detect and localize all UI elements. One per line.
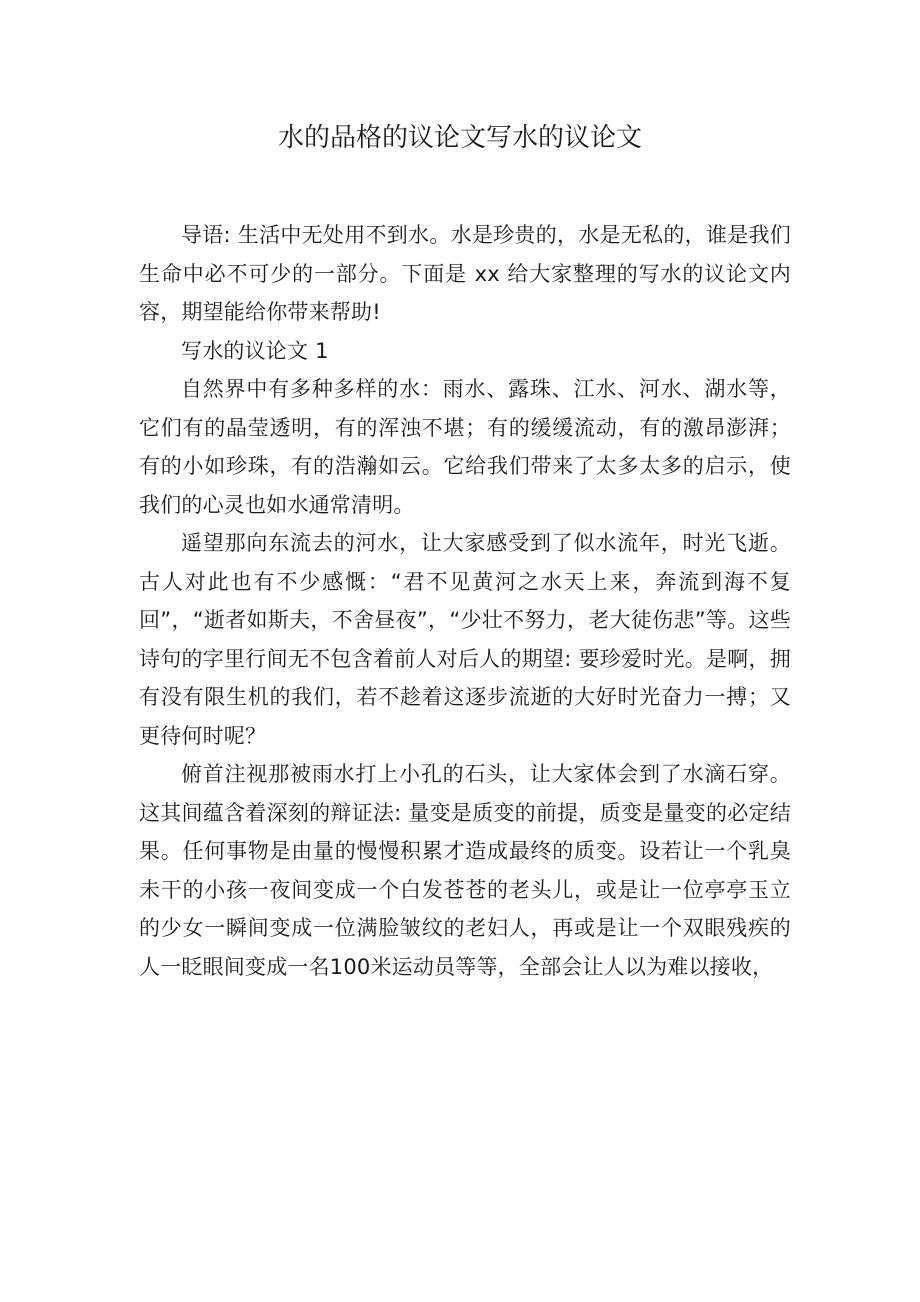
document-body	[139, 216, 791, 986]
document-title: 水的品格的议论文写水的议论文	[277, 123, 642, 153]
body-paragraph: 俯首注视那被雨水打上小孔的石头，让大家体会到了水滴石穿。这其间蕴含着深刻的辩证法: 量变是质变的前提，质变是量变的必定结果。任何事物是由量的慢慢积累才造成最终的质变。设若让一个乳臭未干的小孩一夜间变成一个白发苍苍的老头儿，或是让一位亭亭玉立的少女一瞬间变成一位满脸皱纹的老妇人，再或是让一个双眼残疾的人一眨眼间变成一名100米运动员等等，全部会让人以为难以接收，	[139, 762, 791, 979]
body-paragraph: 自然界中有多种多样的水：雨水、露珠、江水、河水、湖水等，它们有的晶莹透明，有的浑浊不堪；有的缓缓流动，有的激昂澎湃；有的小如珍珠，有的浩瀚如云。它给我们带来了太多太多的启示，使我们的心灵也如水通常清明。	[139, 377, 791, 517]
section-heading: 写水的议论文 1	[181, 338, 329, 363]
body-paragraph: 遥望那向东流去的河水，让大家感受到了似水流年，时光飞逝。古人对此也有不少感慨：“君不见黄河之水天上来，奔流到海不复回”，“逝者如斯夫，不舍昼夜”，“少壮不努力，老大徒伤悲”等。这些诗句的字里行间无不包含着前人对后人的期望: 要珍爱时光。是啊，拥有没有限生机的我们，若不趁着这逐步流逝的大好时光奋力一搏；又更待何时呢？	[139, 531, 791, 748]
intro-paragraph: 导语: 生活中无处用不到水。水是珍贵的，水是无私的，谁是我们生命中必不可少的一部分。下面是 xx 给大家整理的写水的议论文内容，期望能给你带来帮助!	[139, 223, 791, 324]
